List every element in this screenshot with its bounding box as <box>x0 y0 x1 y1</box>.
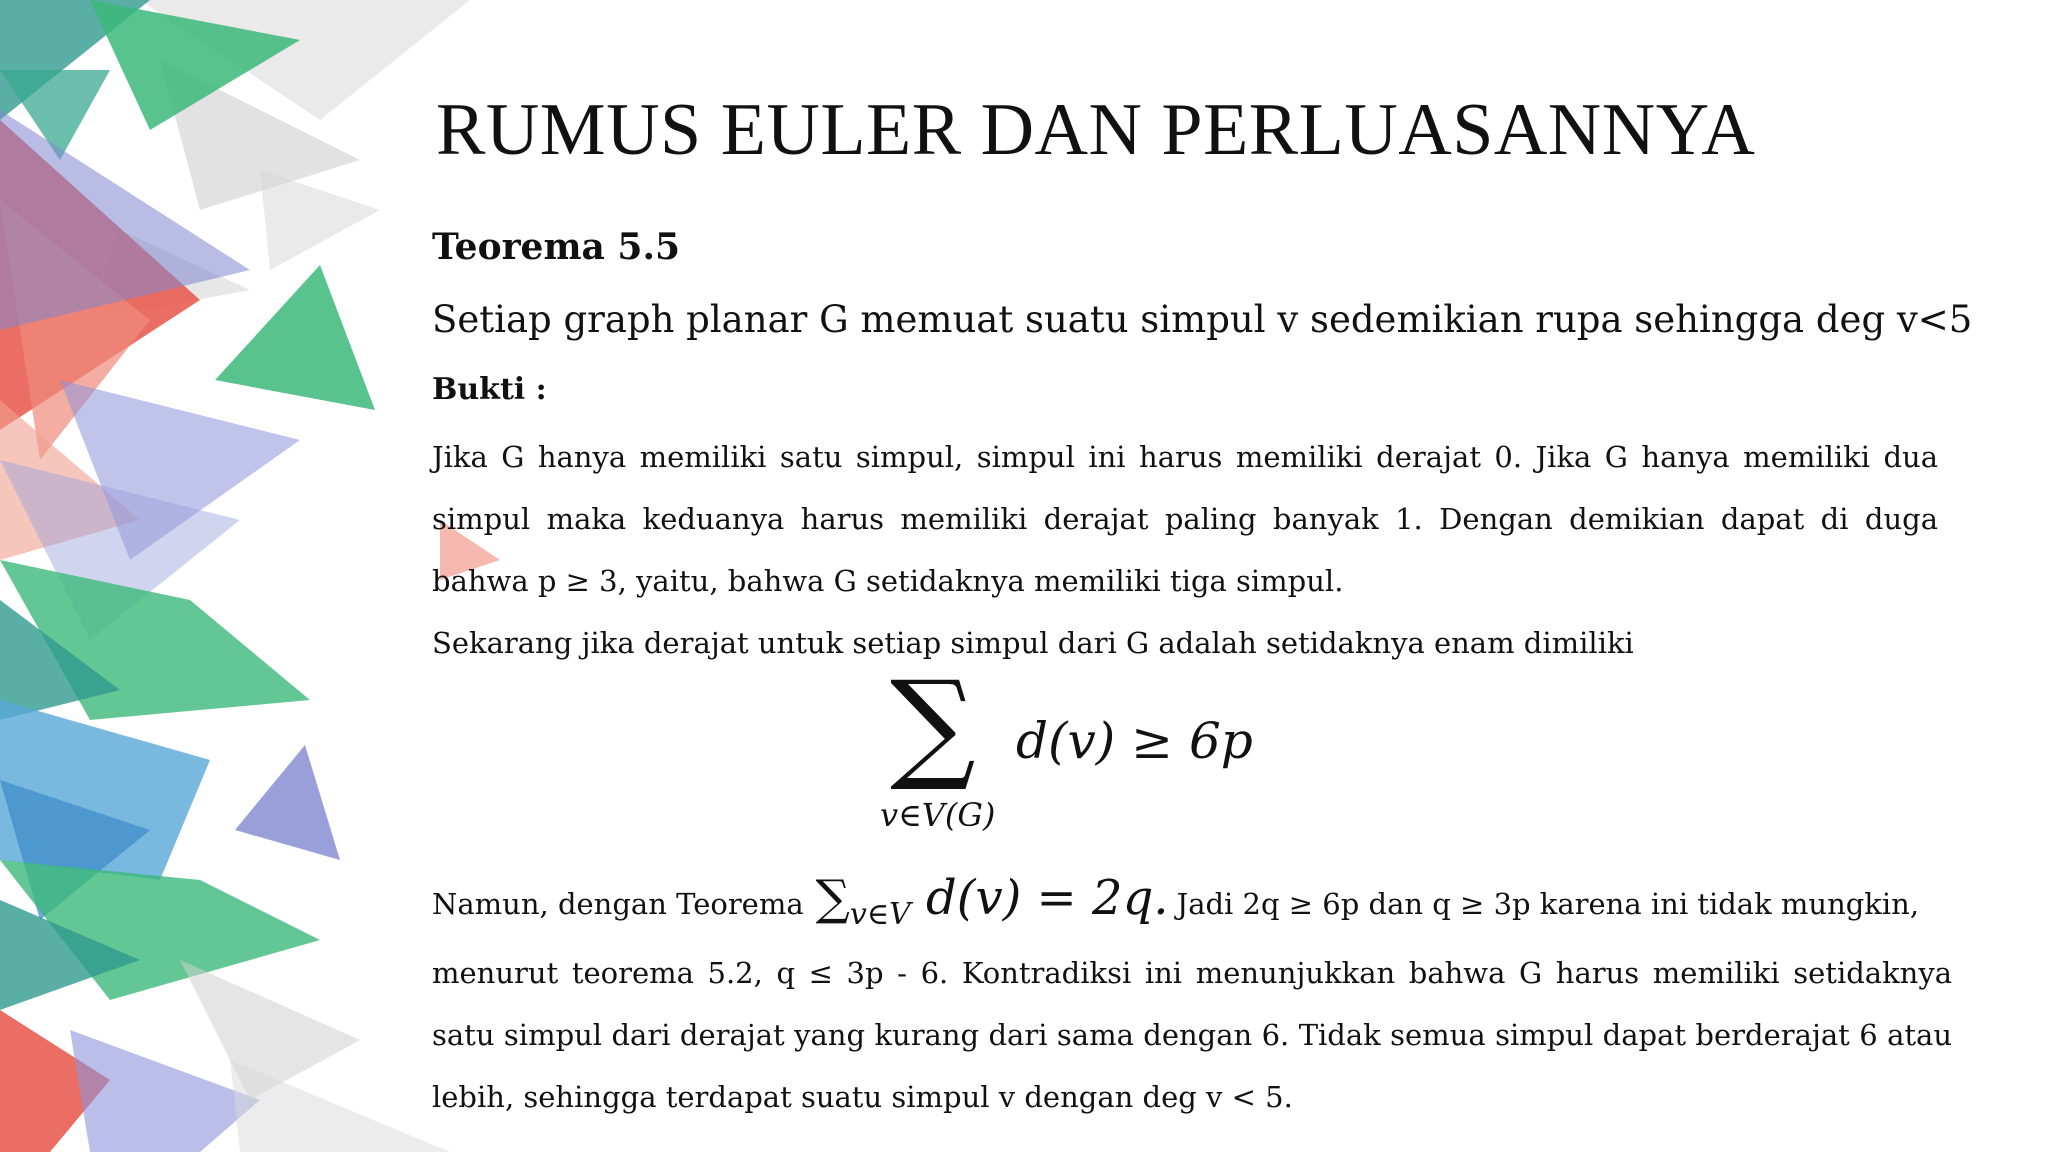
paragraph-2-start: Namun, dengan Teorema <box>432 887 804 921</box>
proof-paragraph-1-continued: Sekarang jika derajat untuk setiap simpul dari G adalah setidaknya enam dimiliki <box>432 626 1634 660</box>
slide-title: RUMUS EULER DAN PERLUASANNYA <box>436 89 1756 171</box>
paragraph-2-rest: Jadi 2q ≥ 6p dan q ≥ 3p karena ini tidak mungkin, <box>1176 887 1920 921</box>
formula-rhs: d(v) ≥ 6p <box>1016 712 1253 770</box>
theorem-label: Teorema 5.5 <box>432 226 681 268</box>
sum-symbol: ∑ <box>890 656 976 795</box>
sum-subscript: v∈V(G) <box>880 796 996 834</box>
display-formula <box>880 656 1260 848</box>
proof-paragraph-2: menurut teorema 5.2, q ≤ 3p - 6. Kontradiksi ini menunjukkan bahwa G harus memiliki setidaknya satu simpul dari derajat yang kurang dari sama dengan 6. Tidak semua simpul dapat berderajat 6 atau lebih, sehingga terdapat suatu simpul v dengan deg v < 5. <box>432 956 1952 1114</box>
inline-formula-rhs: d(v) = 2q. <box>926 870 1169 926</box>
theorem-statement: Setiap graph planar G memuat suatu simpul v sedemikian rupa sehingga deg v<5 <box>432 298 1973 341</box>
proof-paragraph-1: Jika G hanya memiliki satu simpul, simpul ini harus memiliki derajat 0. Jika G hanya memiliki dua simpul maka keduanya harus memiliki derajat paling banyak 1. Dengan demikian dapat di duga bahwa p ≥ 3, yaitu, bahwa G setidaknya memiliki tiga simpul. <box>432 440 1938 598</box>
proof-paragraph-2-first-line <box>432 870 1938 932</box>
inline-sum-subscript: v∈V <box>849 897 911 932</box>
proof-label: Bukti : <box>432 372 547 407</box>
inline-sum-symbol: ∑ <box>815 870 850 926</box>
inline-formula <box>816 870 1169 932</box>
